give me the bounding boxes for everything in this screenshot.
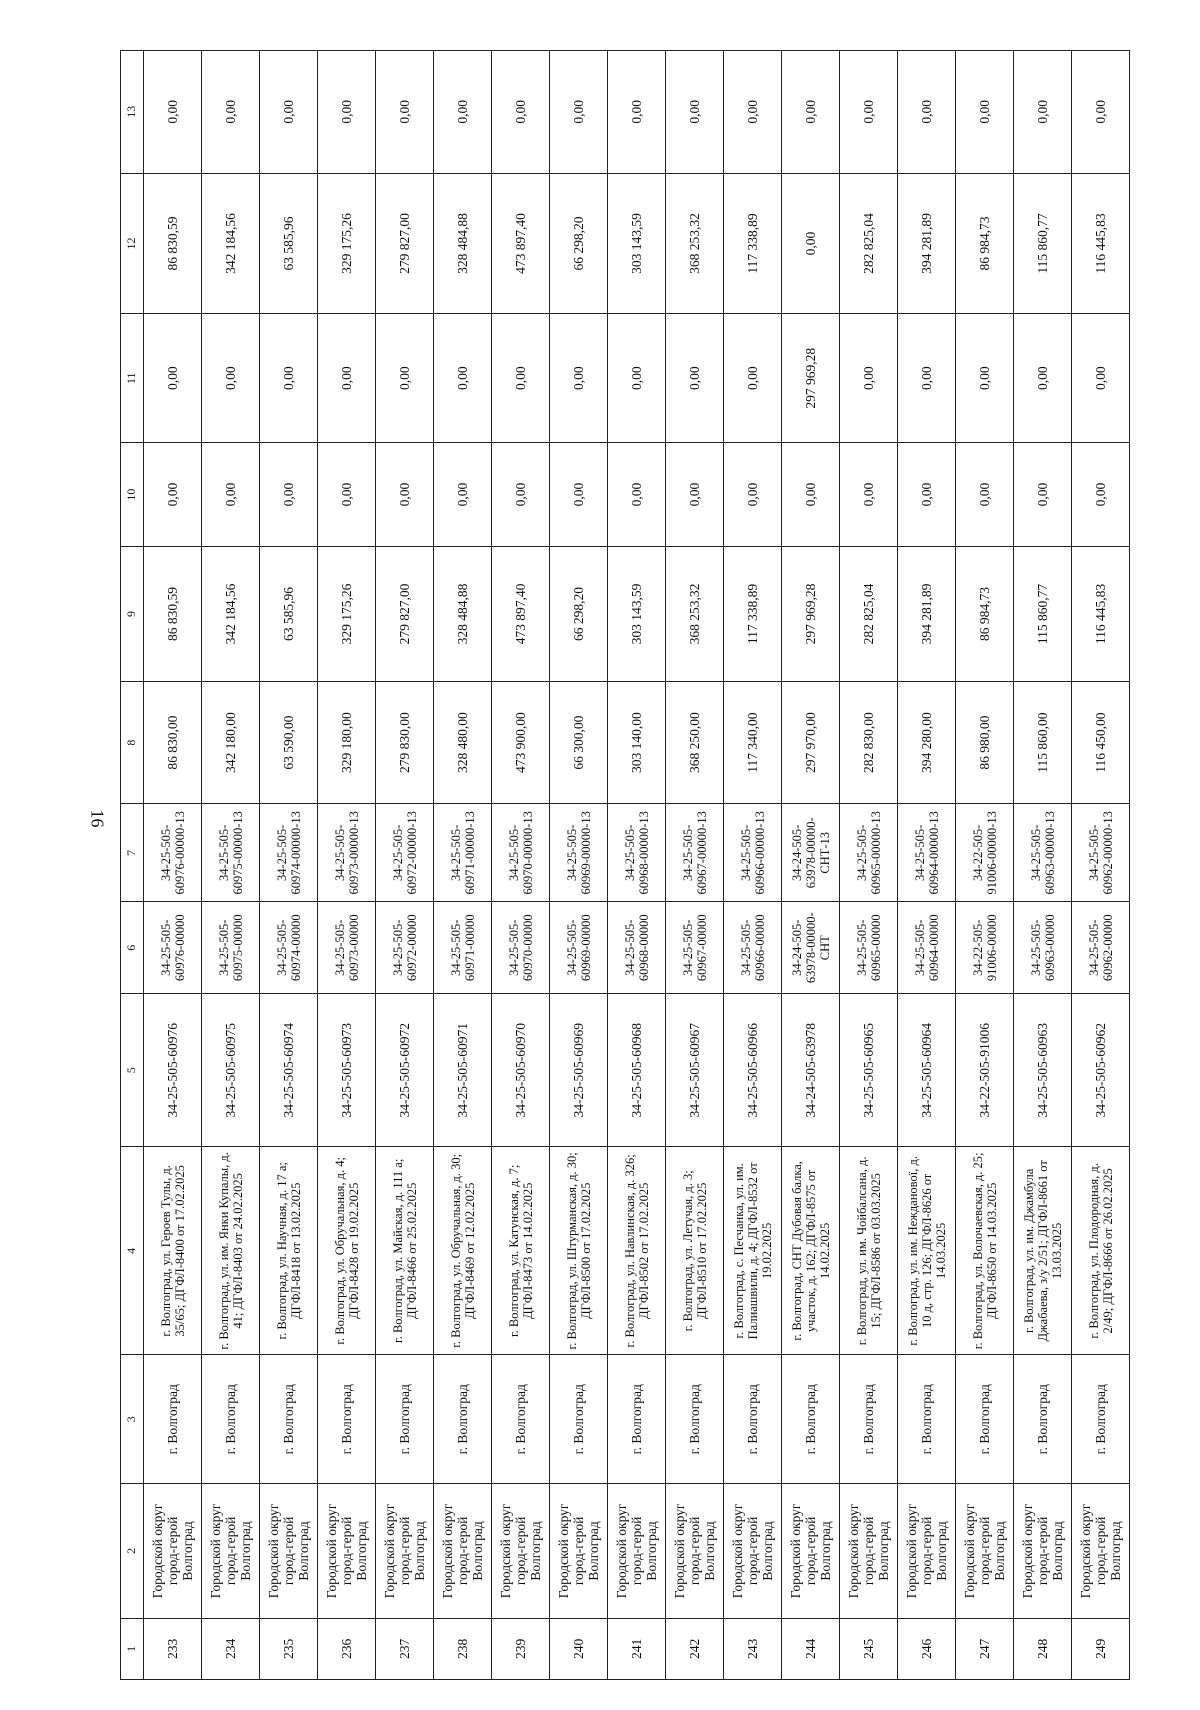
code-ext-cell: 34-25-505-60967-00000 bbox=[666, 902, 724, 994]
amount-cell: 115 860,77 bbox=[1014, 547, 1072, 682]
amount-cell: 279 827,00 bbox=[376, 173, 434, 314]
amount-cell: 0,00 bbox=[1072, 314, 1130, 443]
column-header: 10 bbox=[121, 443, 144, 547]
amount-cell: 117 340,00 bbox=[724, 681, 782, 803]
amount-cell: 0,00 bbox=[492, 443, 550, 547]
amount-cell: 0,00 bbox=[260, 443, 318, 547]
amount-cell: 282 825,04 bbox=[840, 173, 898, 314]
row-number: 234 bbox=[202, 1618, 260, 1679]
code-cell: 34-24-505-63978 bbox=[782, 994, 840, 1147]
amount-cell: 0,00 bbox=[898, 51, 956, 174]
address-cell: г. Волгоград, ул. Обручальная, д. 4; ДГФЛ-8428 от 19.02.2025 bbox=[318, 1147, 376, 1355]
address-cell: г. Волгоград, ул. Героев Тулы, д. 35/65; ДГФЛ-8400 от 17.02.2025 bbox=[144, 1147, 202, 1355]
row-number: 249 bbox=[1072, 1618, 1130, 1679]
code-cell: 34-25-505-60965 bbox=[840, 994, 898, 1147]
amount-cell: 0,00 bbox=[144, 51, 202, 174]
address-cell: г. Волгоград, ул. Волочаевская, д. 25; ДГФЛ-8650 от 14.03.2025 bbox=[956, 1147, 1014, 1355]
amount-cell: 63 585,96 bbox=[260, 173, 318, 314]
row-number: 240 bbox=[550, 1618, 608, 1679]
code-ext-cell: 34-25-505-60976-00000 bbox=[144, 902, 202, 994]
amount-cell: 86 830,59 bbox=[144, 173, 202, 314]
district-cell: Городской округ город-герой Волгоград bbox=[376, 1484, 434, 1619]
table-row bbox=[144, 51, 202, 1680]
amount-cell: 0,00 bbox=[782, 51, 840, 174]
address-cell: г. Волгоград, ул. им. Джамбула Джабаева, з/у 2/51; ДГФЛ-8661 от 13.03.2025 bbox=[1014, 1147, 1072, 1355]
code-ext-cell: 34-25-505-60975-00000 bbox=[202, 902, 260, 994]
district-cell: Городской округ город-герой Волгоград bbox=[492, 1484, 550, 1619]
amount-cell: 63 585,96 bbox=[260, 547, 318, 682]
amount-cell: 0,00 bbox=[202, 314, 260, 443]
table-row bbox=[956, 51, 1014, 1680]
amount-cell: 0,00 bbox=[202, 443, 260, 547]
amount-cell: 115 860,77 bbox=[1014, 173, 1072, 314]
amount-cell: 66 298,20 bbox=[550, 173, 608, 314]
amount-cell: 86 984,73 bbox=[956, 547, 1014, 682]
code-full-cell: 34-25-505-60970-00000-13 bbox=[492, 804, 550, 902]
row-number: 235 bbox=[260, 1618, 318, 1679]
amount-cell: 394 281,89 bbox=[898, 173, 956, 314]
column-header: 9 bbox=[121, 547, 144, 682]
amount-cell: 86 830,00 bbox=[144, 681, 202, 803]
city-cell: г. Волгоград bbox=[260, 1355, 318, 1484]
amount-cell: 116 450,00 bbox=[1072, 681, 1130, 803]
address-cell: г. Волгоград, ул. Летучая, д. 3; ДГФЛ-8510 от 17.02.2025 bbox=[666, 1147, 724, 1355]
amount-cell: 368 253,32 bbox=[666, 547, 724, 682]
amount-cell: 0,00 bbox=[666, 443, 724, 547]
district-cell: Городской округ город-герой Волгоград bbox=[260, 1484, 318, 1619]
row-number: 246 bbox=[898, 1618, 956, 1679]
rotated-table-container bbox=[120, 50, 1130, 1680]
amount-cell: 66 300,00 bbox=[550, 681, 608, 803]
amount-cell: 0,00 bbox=[144, 443, 202, 547]
code-cell: 34-25-505-60968 bbox=[608, 994, 666, 1147]
code-full-cell: 34-25-505-60968-00000-13 bbox=[608, 804, 666, 902]
address-cell: г. Волгоград, ул. Обручальная, д. 30; ДГФЛ-8469 от 12.02.2025 bbox=[434, 1147, 492, 1355]
amount-cell: 0,00 bbox=[840, 443, 898, 547]
district-cell: Городской округ город-герой Волгоград bbox=[434, 1484, 492, 1619]
address-cell: г. Волгоград, с. Песчанка, ул. им. Палиашвили, д. 4; ДГФЛ-8532 от 19.02.2025 bbox=[724, 1147, 782, 1355]
city-cell: г. Волгоград bbox=[898, 1355, 956, 1484]
code-ext-cell: 34-25-505-60966-00000 bbox=[724, 902, 782, 994]
code-full-cell: 34-25-505-60974-00000-13 bbox=[260, 804, 318, 902]
row-number: 236 bbox=[318, 1618, 376, 1679]
table-row bbox=[840, 51, 898, 1680]
code-full-cell: 34-25-505-60971-00000-13 bbox=[434, 804, 492, 902]
amount-cell: 303 143,59 bbox=[608, 173, 666, 314]
amount-cell: 328 484,88 bbox=[434, 173, 492, 314]
code-cell: 34-25-505-60971 bbox=[434, 994, 492, 1147]
amount-cell: 0,00 bbox=[434, 51, 492, 174]
header-row bbox=[121, 51, 144, 1680]
code-full-cell: 34-25-505-60972-00000-13 bbox=[376, 804, 434, 902]
code-full-cell: 34-25-505-60962-00000-13 bbox=[1072, 804, 1130, 902]
district-cell: Городской округ город-герой Волгоград bbox=[898, 1484, 956, 1619]
row-number: 238 bbox=[434, 1618, 492, 1679]
table-body bbox=[144, 51, 1130, 1680]
district-cell: Городской округ город-герой Волгоград bbox=[666, 1484, 724, 1619]
code-cell: 34-25-505-60967 bbox=[666, 994, 724, 1147]
amount-cell: 63 590,00 bbox=[260, 681, 318, 803]
district-cell: Городской округ город-герой Волгоград bbox=[724, 1484, 782, 1619]
code-cell: 34-25-505-60976 bbox=[144, 994, 202, 1147]
table-row bbox=[1072, 51, 1130, 1680]
amount-cell: 342 184,56 bbox=[202, 547, 260, 682]
code-cell: 34-25-505-60963 bbox=[1014, 994, 1072, 1147]
code-cell: 34-25-505-60970 bbox=[492, 994, 550, 1147]
amount-cell: 297 970,00 bbox=[782, 681, 840, 803]
district-cell: Городской округ город-герой Волгоград bbox=[202, 1484, 260, 1619]
table-row bbox=[724, 51, 782, 1680]
column-header: 2 bbox=[121, 1484, 144, 1619]
amount-cell: 0,00 bbox=[782, 443, 840, 547]
district-cell: Городской округ город-герой Волгоград bbox=[956, 1484, 1014, 1619]
column-header: 13 bbox=[121, 51, 144, 174]
code-ext-cell: 34-25-505-60973-00000 bbox=[318, 902, 376, 994]
amount-cell: 394 280,00 bbox=[898, 681, 956, 803]
amount-cell: 0,00 bbox=[260, 51, 318, 174]
code-cell: 34-25-505-60974 bbox=[260, 994, 318, 1147]
code-ext-cell: 34-25-505-60962-00000 bbox=[1072, 902, 1130, 994]
column-header: 5 bbox=[121, 994, 144, 1147]
row-number: 237 bbox=[376, 1618, 434, 1679]
code-cell: 34-25-505-60964 bbox=[898, 994, 956, 1147]
amount-cell: 0,00 bbox=[1014, 314, 1072, 443]
amount-cell: 297 969,28 bbox=[782, 547, 840, 682]
amount-cell: 342 184,56 bbox=[202, 173, 260, 314]
code-full-cell: 34-25-505-60969-00000-13 bbox=[550, 804, 608, 902]
address-cell: г. Волгоград, ул. Майская, д. 111 а; ДГФЛ-8466 от 25.02.2025 bbox=[376, 1147, 434, 1355]
district-cell: Городской округ город-герой Волгоград bbox=[318, 1484, 376, 1619]
table-row bbox=[260, 51, 318, 1680]
amount-cell: 297 969,28 bbox=[782, 314, 840, 443]
amount-cell: 0,00 bbox=[144, 314, 202, 443]
row-number: 241 bbox=[608, 1618, 666, 1679]
amount-cell: 0,00 bbox=[898, 314, 956, 443]
amount-cell: 115 860,00 bbox=[1014, 681, 1072, 803]
amount-cell: 0,00 bbox=[434, 443, 492, 547]
amount-cell: 0,00 bbox=[666, 314, 724, 443]
code-ext-cell: 34-25-505-60971-00000 bbox=[434, 902, 492, 994]
amount-cell: 0,00 bbox=[260, 314, 318, 443]
amount-cell: 86 984,73 bbox=[956, 173, 1014, 314]
code-full-cell: 34-25-505-60965-00000-13 bbox=[840, 804, 898, 902]
code-ext-cell: 34-25-505-60963-00000 bbox=[1014, 902, 1072, 994]
amount-cell: 0,00 bbox=[492, 51, 550, 174]
amount-cell: 282 830,00 bbox=[840, 681, 898, 803]
amount-cell: 117 338,89 bbox=[724, 173, 782, 314]
code-cell: 34-22-505-91006 bbox=[956, 994, 1014, 1147]
code-ext-cell: 34-25-505-60970-00000 bbox=[492, 902, 550, 994]
table-row bbox=[608, 51, 666, 1680]
address-cell: г. Волгоград, ул. им. Нежданової, д. 10 д, стр. 126; ДГФЛ-8626 от 14.03.2025 bbox=[898, 1147, 956, 1355]
amount-cell: 0,00 bbox=[608, 314, 666, 443]
city-cell: г. Волгоград bbox=[376, 1355, 434, 1484]
district-cell: Городской округ город-герой Волгоград bbox=[1014, 1484, 1072, 1619]
row-number: 244 bbox=[782, 1618, 840, 1679]
district-cell: Городской округ город-герой Волгоград bbox=[608, 1484, 666, 1619]
code-cell: 34-25-505-60973 bbox=[318, 994, 376, 1147]
code-full-cell: 34-25-505-60975-00000-13 bbox=[202, 804, 260, 902]
city-cell: г. Волгоград bbox=[608, 1355, 666, 1484]
amount-cell: 329 175,26 bbox=[318, 173, 376, 314]
row-number: 242 bbox=[666, 1618, 724, 1679]
amount-cell: 0,00 bbox=[318, 51, 376, 174]
amount-cell: 329 175,26 bbox=[318, 547, 376, 682]
code-ext-cell: 34-25-505-60972-00000 bbox=[376, 902, 434, 994]
amount-cell: 0,00 bbox=[608, 443, 666, 547]
table-row bbox=[1014, 51, 1072, 1680]
code-cell: 34-25-505-60966 bbox=[724, 994, 782, 1147]
address-cell: г. Волгоград, ул. Научная, д. 17 а; ДГФЛ-8418 от 13.02.2025 bbox=[260, 1147, 318, 1355]
city-cell: г. Волгоград bbox=[724, 1355, 782, 1484]
city-cell: г. Волгоград bbox=[202, 1355, 260, 1484]
district-cell: Городской округ город-герой Волгоград bbox=[1072, 1484, 1130, 1619]
amount-cell: 0,00 bbox=[956, 443, 1014, 547]
code-full-cell: 34-24-505-63978-00000-СНТ-13 bbox=[782, 804, 840, 902]
amount-cell: 394 281,89 bbox=[898, 547, 956, 682]
city-cell: г. Волгоград bbox=[1014, 1355, 1072, 1484]
code-cell: 34-25-505-60969 bbox=[550, 994, 608, 1147]
city-cell: г. Волгоград bbox=[492, 1355, 550, 1484]
amount-cell: 279 827,00 bbox=[376, 547, 434, 682]
district-cell: Городской округ город-герой Волгоград bbox=[782, 1484, 840, 1619]
table-row bbox=[376, 51, 434, 1680]
amount-cell: 328 480,00 bbox=[434, 681, 492, 803]
code-ext-cell: 34-25-505-60968-00000 bbox=[608, 902, 666, 994]
amount-cell: 368 250,00 bbox=[666, 681, 724, 803]
amount-cell: 0,00 bbox=[1014, 443, 1072, 547]
amount-cell: 0,00 bbox=[492, 314, 550, 443]
code-full-cell: 34-25-505-60973-00000-13 bbox=[318, 804, 376, 902]
code-full-cell: 34-25-505-60976-00000-13 bbox=[144, 804, 202, 902]
amount-cell: 0,00 bbox=[1072, 443, 1130, 547]
code-ext-cell: 34-25-505-60964-00000 bbox=[898, 902, 956, 994]
amount-cell: 0,00 bbox=[782, 173, 840, 314]
code-full-cell: 34-25-505-60963-00000-13 bbox=[1014, 804, 1072, 902]
city-cell: г. Волгоград bbox=[782, 1355, 840, 1484]
address-cell: г. Волгоград, СНТ Дубовая балка, участок, д. 162; ДГФЛ-8575 от 14.02.2025 bbox=[782, 1147, 840, 1355]
page-number: 16 bbox=[87, 809, 108, 828]
code-cell: 34-25-505-60972 bbox=[376, 994, 434, 1147]
amount-cell: 473 900,00 bbox=[492, 681, 550, 803]
column-header: 11 bbox=[121, 314, 144, 443]
amount-cell: 0,00 bbox=[318, 443, 376, 547]
amount-cell: 342 180,00 bbox=[202, 681, 260, 803]
code-ext-cell: 34-24-505-63978-00000-СНТ bbox=[782, 902, 840, 994]
row-number: 245 bbox=[840, 1618, 898, 1679]
amount-cell: 0,00 bbox=[956, 51, 1014, 174]
amount-cell: 0,00 bbox=[724, 443, 782, 547]
city-cell: г. Волгоград bbox=[434, 1355, 492, 1484]
code-ext-cell: 34-25-505-60965-00000 bbox=[840, 902, 898, 994]
row-number: 239 bbox=[492, 1618, 550, 1679]
column-header: 3 bbox=[121, 1355, 144, 1484]
table-row bbox=[202, 51, 260, 1680]
amount-cell: 0,00 bbox=[898, 443, 956, 547]
row-number: 248 bbox=[1014, 1618, 1072, 1679]
address-cell: г. Волгоград, ул. Навлинская, д. 326; ДГФЛ-8502 от 17.02.2025 bbox=[608, 1147, 666, 1355]
amount-cell: 329 180,00 bbox=[318, 681, 376, 803]
code-cell: 34-25-505-60975 bbox=[202, 994, 260, 1147]
table-row bbox=[782, 51, 840, 1680]
code-full-cell: 34-25-505-60967-00000-13 bbox=[666, 804, 724, 902]
amount-cell: 303 140,00 bbox=[608, 681, 666, 803]
table-row bbox=[550, 51, 608, 1680]
code-full-cell: 34-25-505-60966-00000-13 bbox=[724, 804, 782, 902]
row-number: 247 bbox=[956, 1618, 1014, 1679]
amount-cell: 117 338,89 bbox=[724, 547, 782, 682]
amount-cell: 0,00 bbox=[202, 51, 260, 174]
amount-cell: 279 830,00 bbox=[376, 681, 434, 803]
table-row bbox=[434, 51, 492, 1680]
column-header: 4 bbox=[121, 1147, 144, 1355]
district-cell: Городской округ город-герой Волгоград bbox=[840, 1484, 898, 1619]
city-cell: г. Волгоград bbox=[840, 1355, 898, 1484]
amount-cell: 328 484,88 bbox=[434, 547, 492, 682]
city-cell: г. Волгоград bbox=[956, 1355, 1014, 1484]
code-ext-cell: 34-25-505-60974-00000 bbox=[260, 902, 318, 994]
amount-cell: 86 980,00 bbox=[956, 681, 1014, 803]
amount-cell: 0,00 bbox=[840, 51, 898, 174]
address-cell: г. Волгоград, ул. им. Чойбалсана, д. 15; ДГФЛ-8586 от 03.03.2025 bbox=[840, 1147, 898, 1355]
city-cell: г. Волгоград bbox=[1072, 1355, 1130, 1484]
amount-cell: 86 830,59 bbox=[144, 547, 202, 682]
table-header bbox=[121, 51, 144, 1680]
address-cell: г. Волгоград, ул. Плодородная, д. 2/49; ДГФЛ-8666 от 26.02.2025 bbox=[1072, 1147, 1130, 1355]
amount-cell: 0,00 bbox=[840, 314, 898, 443]
amount-cell: 0,00 bbox=[666, 51, 724, 174]
amount-cell: 0,00 bbox=[550, 443, 608, 547]
amount-cell: 473 897,40 bbox=[492, 173, 550, 314]
amount-cell: 0,00 bbox=[1014, 51, 1072, 174]
code-ext-cell: 34-22-505-91006-00000 bbox=[956, 902, 1014, 994]
column-header: 1 bbox=[121, 1618, 144, 1679]
amount-cell: 0,00 bbox=[318, 314, 376, 443]
district-cell: Городской округ город-герой Волгоград bbox=[144, 1484, 202, 1619]
data-table bbox=[120, 50, 1130, 1680]
amount-cell: 66 298,20 bbox=[550, 547, 608, 682]
amount-cell: 0,00 bbox=[376, 51, 434, 174]
row-number: 243 bbox=[724, 1618, 782, 1679]
amount-cell: 116 445,83 bbox=[1072, 173, 1130, 314]
amount-cell: 0,00 bbox=[434, 314, 492, 443]
city-cell: г. Волгоград bbox=[144, 1355, 202, 1484]
code-cell: 34-25-505-60962 bbox=[1072, 994, 1130, 1147]
column-header: 12 bbox=[121, 173, 144, 314]
amount-cell: 0,00 bbox=[724, 51, 782, 174]
city-cell: г. Волгоград bbox=[318, 1355, 376, 1484]
table-row bbox=[666, 51, 724, 1680]
amount-cell: 282 825,04 bbox=[840, 547, 898, 682]
table-row bbox=[898, 51, 956, 1680]
table-row bbox=[318, 51, 376, 1680]
column-header: 7 bbox=[121, 804, 144, 902]
amount-cell: 0,00 bbox=[608, 51, 666, 174]
amount-cell: 368 253,32 bbox=[666, 173, 724, 314]
amount-cell: 473 897,40 bbox=[492, 547, 550, 682]
code-full-cell: 34-22-505-91006-00000-13 bbox=[956, 804, 1014, 902]
address-cell: г. Волгоград, ул. Штурманская, д. 30; ДГФЛ-8500 от 17.02.2025 bbox=[550, 1147, 608, 1355]
amount-cell: 0,00 bbox=[550, 314, 608, 443]
amount-cell: 303 143,59 bbox=[608, 547, 666, 682]
row-number: 233 bbox=[144, 1618, 202, 1679]
column-header: 6 bbox=[121, 902, 144, 994]
amount-cell: 0,00 bbox=[956, 314, 1014, 443]
amount-cell: 0,00 bbox=[550, 51, 608, 174]
amount-cell: 0,00 bbox=[376, 314, 434, 443]
amount-cell: 0,00 bbox=[724, 314, 782, 443]
code-ext-cell: 34-25-505-60969-00000 bbox=[550, 902, 608, 994]
city-cell: г. Волгоград bbox=[550, 1355, 608, 1484]
column-header: 8 bbox=[121, 681, 144, 803]
table-row bbox=[492, 51, 550, 1680]
city-cell: г. Волгоград bbox=[666, 1355, 724, 1484]
district-cell: Городской округ город-герой Волгоград bbox=[550, 1484, 608, 1619]
amount-cell: 116 445,83 bbox=[1072, 547, 1130, 682]
code-full-cell: 34-25-505-60964-00000-13 bbox=[898, 804, 956, 902]
amount-cell: 0,00 bbox=[376, 443, 434, 547]
address-cell: г. Волгоград, ул. им. Янки Купалы, д. 41; ДГФЛ-8403 от 24.02.2025 bbox=[202, 1147, 260, 1355]
address-cell: г. Волгоград, ул. Катунская, д. 7; ДГФЛ-8473 от 14.02.2025 bbox=[492, 1147, 550, 1355]
amount-cell: 0,00 bbox=[1072, 51, 1130, 174]
